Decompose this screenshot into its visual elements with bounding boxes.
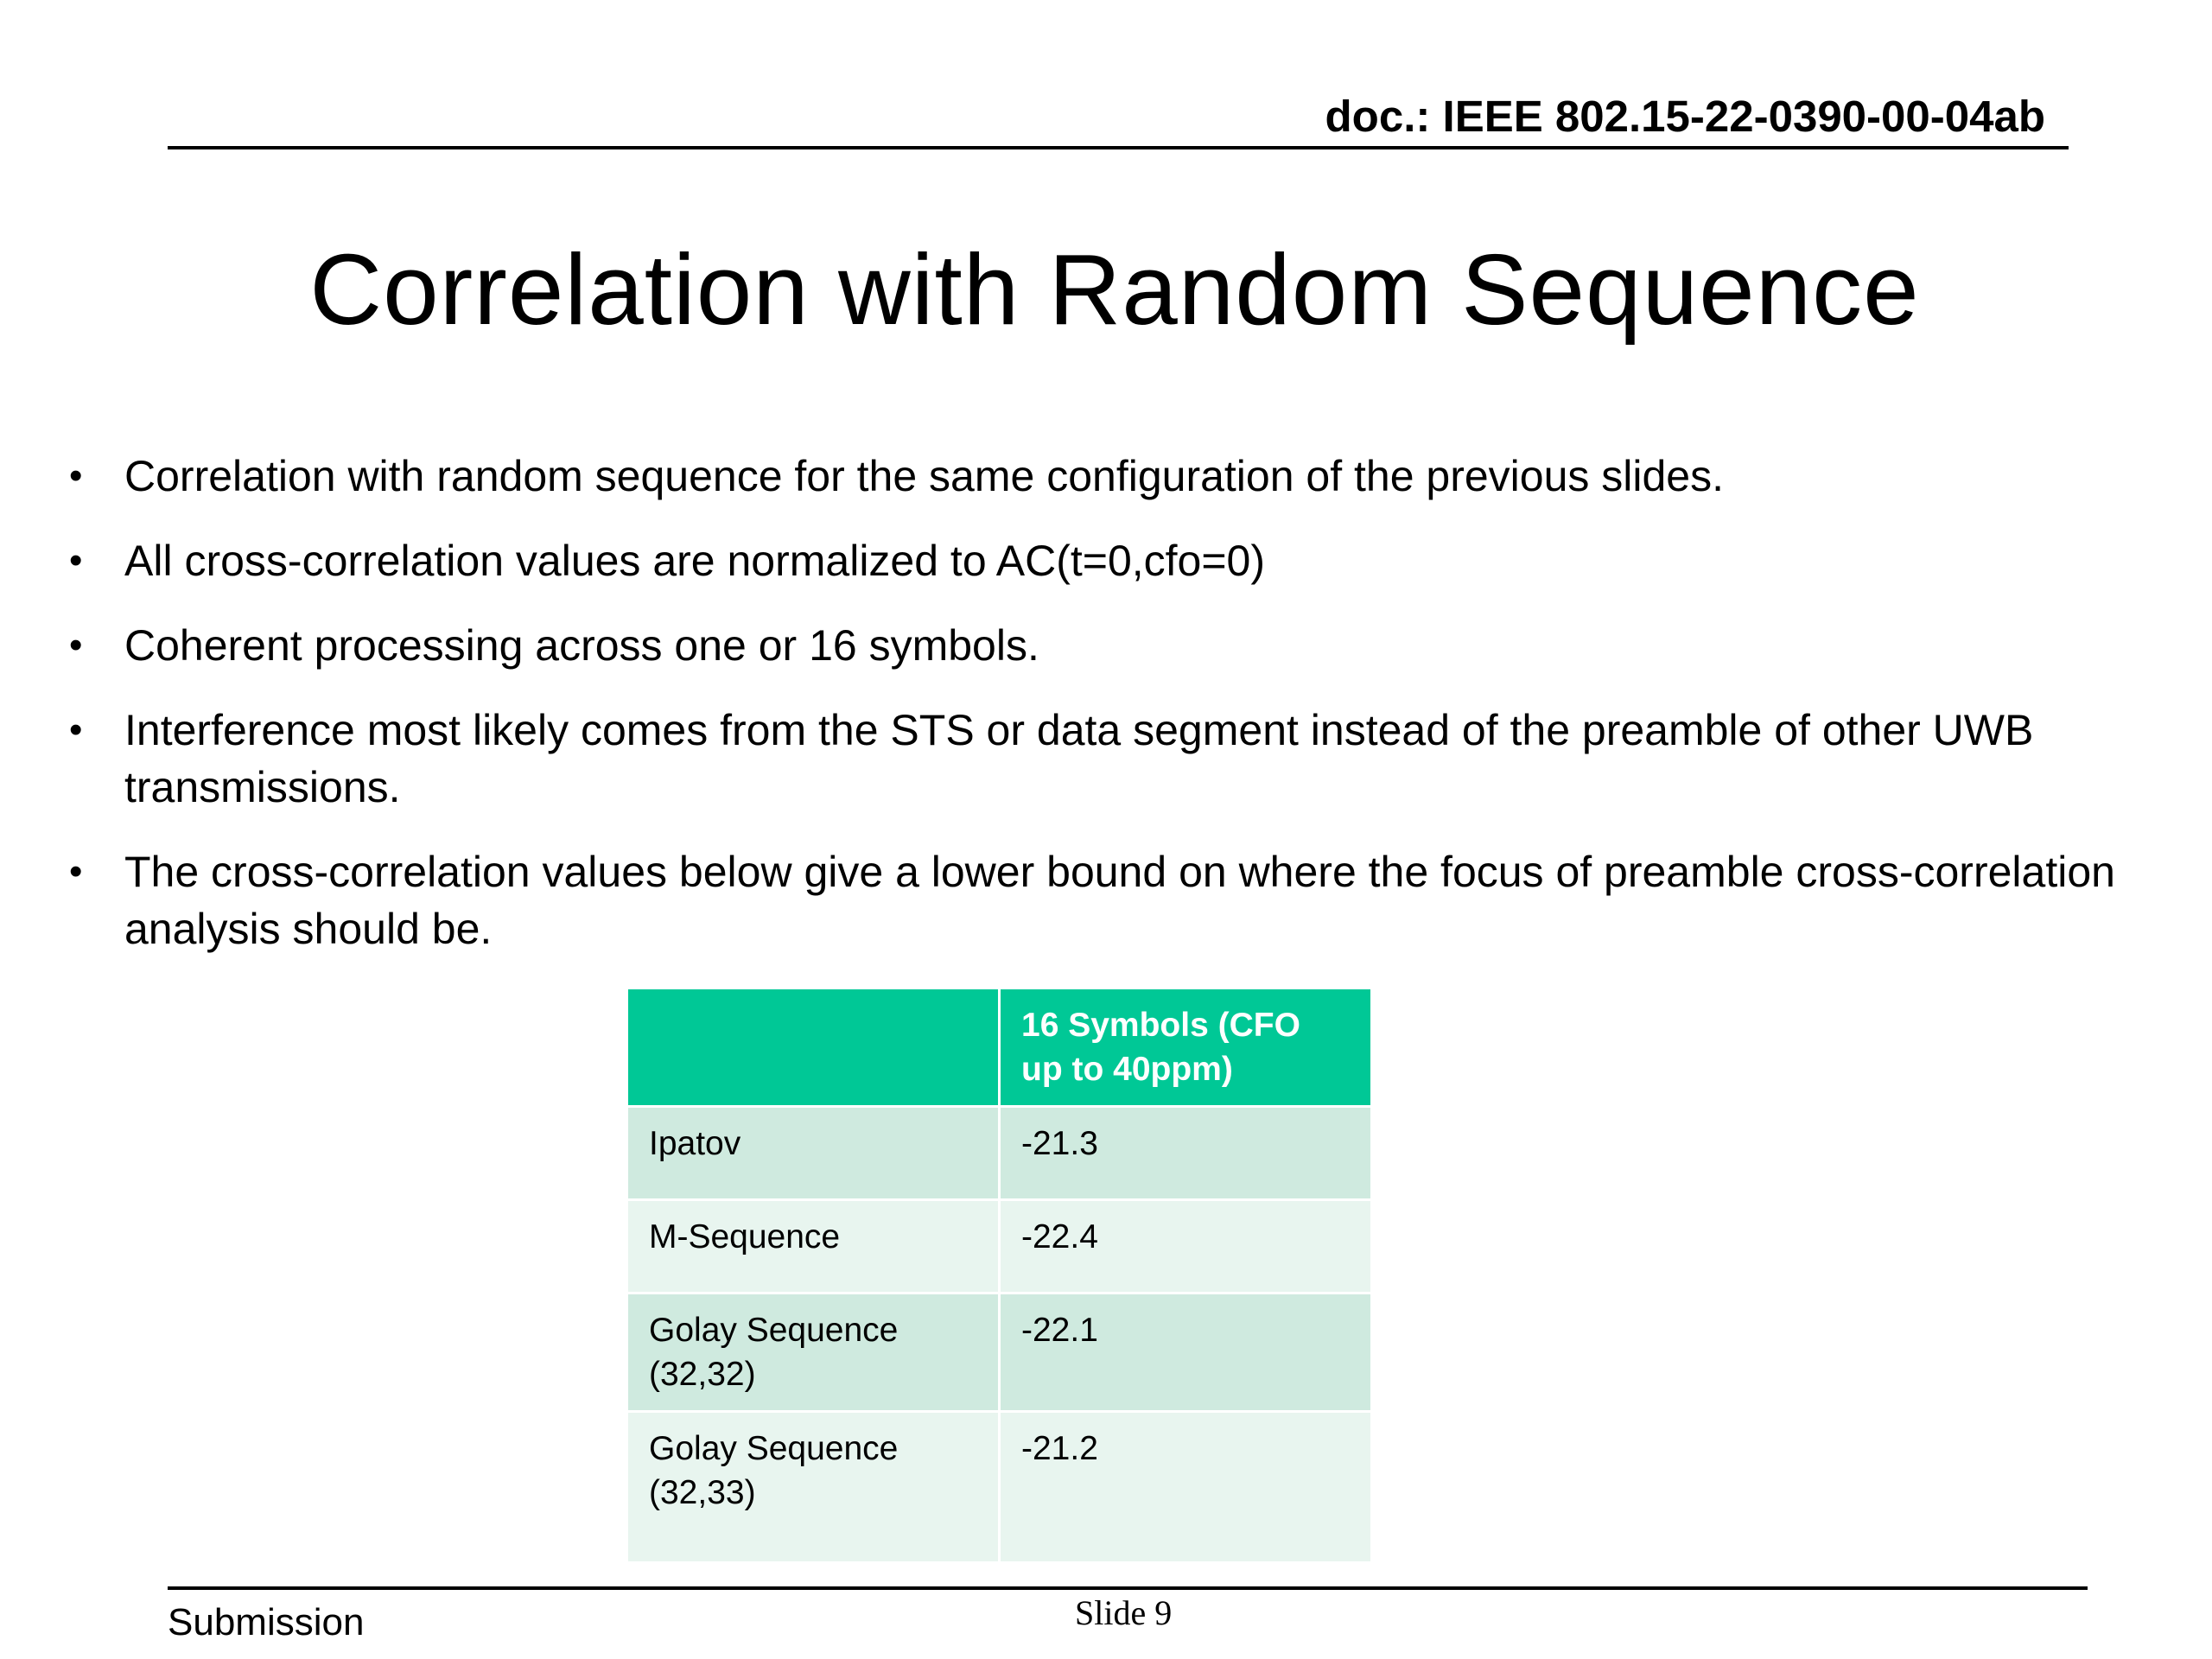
table-cell-sequence: Golay Sequence (32,32) <box>627 1294 1000 1412</box>
bullet-item <box>69 532 2195 589</box>
table-row <box>627 1200 1372 1294</box>
slide-number: Slide 9 <box>1075 1593 1173 1632</box>
bullet-item <box>69 448 2195 505</box>
slide-title: Correlation with Random Sequence <box>309 233 1920 346</box>
bullet-marker: • <box>69 624 83 666</box>
table-row <box>627 1294 1372 1412</box>
footer-submission: Submission <box>168 1601 365 1643</box>
bullet-text: Correlation with random sequence for the same configuration of the previous slides. <box>124 452 1725 500</box>
footer-divider <box>168 1586 2088 1590</box>
table-header-cell <box>627 988 1000 1107</box>
bullet-text: The cross-correlation values below give a lower bound on where the focus of preamble cross-correlation analysis should be. <box>124 848 2115 953</box>
table-cell-value: -22.4 <box>1000 1200 1372 1294</box>
header-divider <box>168 146 2069 149</box>
bullet-text: Coherent processing across one or 16 symbols. <box>124 621 1039 670</box>
bullet-item <box>69 702 2195 816</box>
table-cell-value: -22.1 <box>1000 1294 1372 1412</box>
results-table <box>626 987 1373 1564</box>
document-id: doc.: IEEE 802.15-22-0390-00-04ab <box>1325 92 2045 141</box>
table-row <box>627 1412 1372 1563</box>
bullet-marker: • <box>69 539 83 582</box>
bullet-text: Interference most likely comes from the STS or data segment instead of the preamble of other UWB transmissions. <box>124 706 2034 811</box>
table-cell-sequence: Ipatov <box>627 1107 1000 1200</box>
bullet-marker: • <box>69 454 83 497</box>
bullet-marker: • <box>69 850 83 893</box>
table-cell-sequence: Golay Sequence (32,33) <box>627 1412 1000 1563</box>
table-cell-sequence: M-Sequence <box>627 1200 1000 1294</box>
bullet-marker: • <box>69 709 83 751</box>
table-row <box>627 1107 1372 1200</box>
bullet-item <box>69 843 2195 957</box>
bullet-text: All cross-correlation values are normalized to AC(t=0,cfo=0) <box>124 537 1266 585</box>
bullet-list <box>69 448 2195 985</box>
bullet-item <box>69 617 2195 674</box>
table-header-cell: 16 Symbols (CFO up to 40ppm) <box>1000 988 1372 1107</box>
table-header-row <box>627 988 1372 1107</box>
table-cell-value: -21.2 <box>1000 1412 1372 1563</box>
table-cell-value: -21.3 <box>1000 1107 1372 1200</box>
